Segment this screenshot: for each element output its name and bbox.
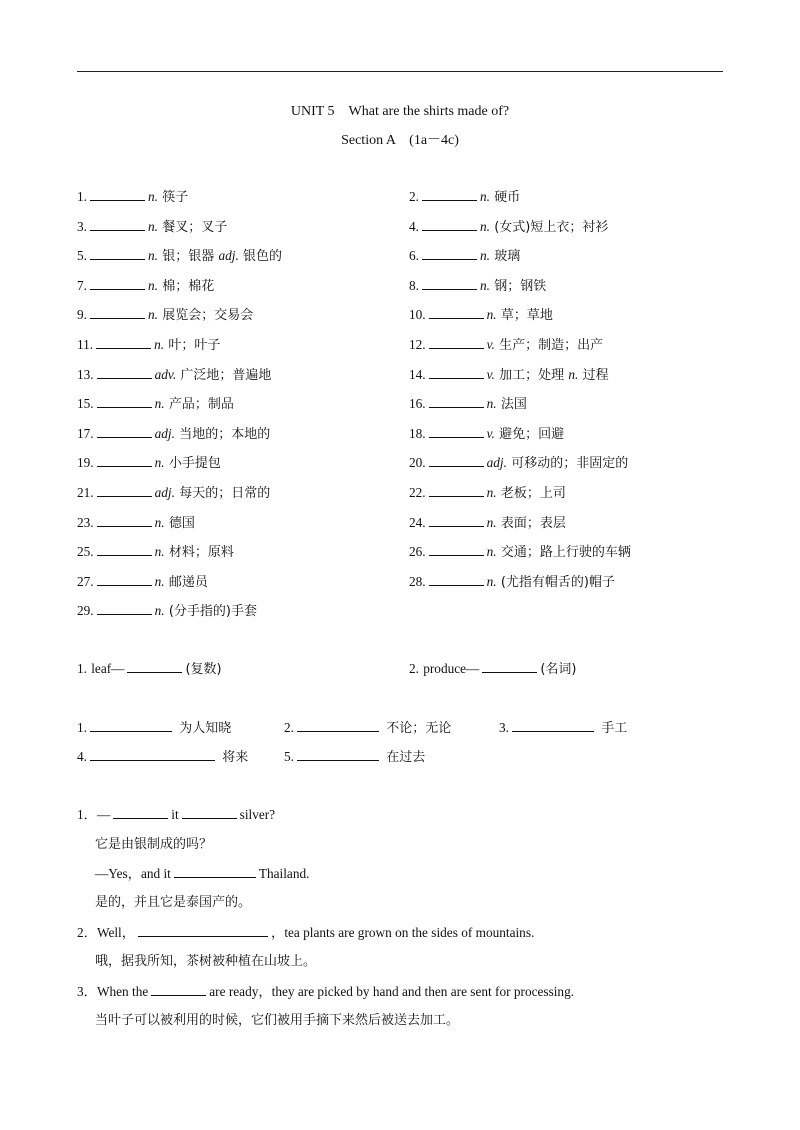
answer-blank[interactable] — [97, 484, 152, 497]
vocab-item — [77, 573, 208, 592]
item-number: 11. — [77, 337, 94, 352]
item-number: 2. — [409, 189, 419, 204]
part-of-speech: adj. — [218, 248, 239, 264]
answer-blank[interactable] — [422, 277, 477, 290]
meaning: 餐叉；叉子 — [162, 219, 228, 235]
vocab-item — [409, 454, 628, 473]
meaning: 当地的；本地的 — [179, 426, 271, 442]
item-number: 5. — [77, 248, 87, 264]
item-number: 28. — [409, 573, 426, 589]
meaning: (尤指有帽舌的)帽子 — [500, 574, 615, 590]
part-of-speech: n. — [568, 366, 579, 382]
sentence-1: 1．— it silver? — [77, 807, 276, 822]
part-of-speech: n. — [486, 485, 497, 500]
answer-blank[interactable] — [97, 573, 152, 586]
meaning: 法国 — [500, 397, 527, 413]
meaning: 在过去 — [386, 750, 426, 765]
part-of-speech: n. — [147, 189, 158, 204]
item-number: 10. — [409, 307, 426, 323]
vocab-item — [409, 543, 631, 562]
item-number: 23. — [77, 514, 94, 530]
vocab-item — [77, 395, 234, 414]
part-of-speech: n. — [486, 307, 497, 323]
part-of-speech: n. — [154, 337, 165, 352]
item-number: 6. — [409, 248, 419, 264]
answer-blank[interactable] — [482, 660, 537, 673]
meaning: 表面；表层 — [500, 515, 566, 531]
vocab-item — [409, 573, 615, 592]
phrase-item — [77, 719, 231, 738]
item-number: 27. — [77, 573, 94, 589]
sentence-2: 2．Well， ，tea plants are grown on the sides of mountains. — [77, 925, 535, 940]
section-title: Section A (1a－4c) — [341, 133, 459, 148]
vocab-item — [409, 306, 553, 325]
answer-blank[interactable] — [97, 366, 152, 379]
part-of-speech: n. — [147, 277, 158, 293]
item-number: 7. — [77, 277, 87, 293]
meaning: 产品；制品 — [168, 397, 234, 413]
part-of-speech: n. — [154, 514, 165, 530]
item-number: 2. — [409, 661, 419, 676]
blank[interactable] — [113, 806, 168, 819]
answer-blank[interactable] — [512, 719, 594, 732]
answer-blank[interactable] — [422, 218, 477, 231]
form-hint: (名词) — [540, 662, 577, 677]
sentence-1-cn: 它是由银制成的吗？ — [95, 837, 213, 852]
part-of-speech: n. — [154, 396, 165, 412]
meaning: 叶；叶子 — [168, 338, 221, 353]
vocab-item — [77, 277, 214, 296]
answer-blank[interactable] — [429, 425, 484, 438]
part-of-speech: n. — [479, 189, 490, 204]
meaning: 材料；原料 — [168, 545, 234, 561]
vocab-item — [409, 277, 546, 296]
answer-blank[interactable] — [429, 336, 484, 349]
meaning: 加工；处理 — [499, 367, 565, 383]
item-number: 8. — [409, 277, 419, 293]
part-of-speech: n. — [479, 218, 490, 234]
item-number: 1. — [77, 661, 87, 676]
answer-blank[interactable] — [422, 247, 477, 260]
meaning: 不论；无论 — [386, 721, 452, 736]
answer-blank[interactable] — [429, 366, 484, 379]
meaning: 交通；路上行驶的车辆 — [500, 545, 631, 561]
meaning: 小手提包 — [168, 456, 221, 472]
item-number: 22. — [409, 485, 426, 500]
blank[interactable] — [182, 806, 237, 819]
answer-blank[interactable] — [429, 543, 484, 556]
item-number: 13. — [77, 366, 94, 382]
meaning: 银色的 — [243, 249, 283, 265]
vocab-item — [77, 602, 257, 621]
answer-blank[interactable] — [97, 425, 152, 438]
vocab-item — [409, 188, 520, 207]
vocab-item — [77, 425, 270, 444]
answer-blank[interactable] — [422, 188, 477, 201]
answer-blank[interactable] — [429, 454, 484, 467]
answer-blank[interactable] — [429, 484, 484, 497]
meaning: (女式)短上衣；衬衫 — [494, 219, 609, 235]
meaning: 邮递员 — [168, 574, 208, 590]
blank[interactable] — [151, 983, 206, 996]
item-number: 1. — [77, 720, 87, 735]
meaning: 展览会；交易会 — [162, 308, 254, 324]
item-number: 24. — [409, 514, 426, 530]
answer-blank[interactable] — [97, 602, 152, 615]
vocab-item — [77, 306, 253, 325]
part-of-speech: n. — [147, 218, 158, 234]
item-number: 29. — [77, 603, 94, 619]
meaning: 德国 — [168, 515, 195, 531]
meaning: 老板；上司 — [500, 486, 566, 501]
vocab-item — [77, 543, 234, 562]
base-word: leaf— — [91, 661, 125, 676]
part-of-speech: adj. — [154, 485, 175, 500]
answer-blank[interactable] — [127, 660, 182, 673]
part-of-speech: n. — [486, 544, 497, 560]
part-of-speech: n. — [154, 573, 165, 589]
answer-blank[interactable] — [90, 277, 145, 290]
vocab-item — [77, 188, 188, 207]
meaning: 玻璃 — [494, 249, 521, 265]
part-of-speech: v. — [486, 366, 495, 382]
answer-blank[interactable] — [90, 247, 145, 260]
answer-blank[interactable] — [429, 514, 484, 527]
meaning: 为人知晓 — [179, 721, 232, 736]
item-number: 5. — [284, 749, 294, 764]
part-of-speech: n. — [154, 544, 165, 560]
vocab-item — [77, 484, 270, 503]
vocab-item — [77, 218, 227, 237]
meaning: (分手指的)手套 — [168, 604, 257, 620]
sentence-1-answer-cn: 是的，并且它是泰国产的。 — [95, 895, 252, 910]
vocab-item — [409, 218, 608, 237]
part-of-speech: n. — [486, 573, 497, 589]
answer-blank[interactable] — [90, 188, 145, 201]
vocab-item — [409, 514, 566, 533]
answer-blank[interactable] — [97, 543, 152, 556]
item-number: 9. — [77, 307, 87, 323]
meaning: 每天的；日常的 — [179, 486, 271, 501]
part-of-speech: v. — [486, 425, 495, 441]
answer-blank[interactable] — [97, 395, 152, 408]
vocab-item — [77, 336, 220, 355]
part-of-speech: v. — [486, 337, 495, 352]
meaning: 手工 — [601, 721, 628, 736]
unit-title: UNIT 5 What are the shirts made of? — [290, 104, 510, 119]
answer-blank[interactable] — [429, 395, 484, 408]
item-number: 14. — [409, 366, 426, 382]
vocab-item — [77, 514, 195, 533]
answer-blank[interactable] — [297, 719, 379, 732]
part-of-speech: adv. — [154, 366, 177, 382]
part-of-speech: n. — [486, 396, 497, 412]
vocab-item — [77, 454, 221, 473]
meaning: 棉；棉花 — [162, 278, 215, 294]
item-number: 3. — [77, 218, 87, 234]
answer-blank[interactable] — [90, 719, 172, 732]
word-form-item — [77, 660, 222, 679]
item-number: 19. — [77, 455, 94, 471]
part-of-speech: adj. — [154, 425, 175, 441]
part-of-speech: n. — [154, 455, 165, 471]
meaning: 生产；制造；出产 — [499, 338, 604, 353]
answer-blank[interactable] — [90, 306, 145, 319]
item-number: 20. — [409, 455, 426, 471]
answer-blank[interactable] — [97, 454, 152, 467]
sentence-1-answer: —Yes，and it Thailand. — [95, 866, 310, 881]
meaning: 过程 — [582, 367, 609, 383]
part-of-speech: n. — [479, 248, 490, 264]
form-hint: (复数) — [185, 662, 222, 677]
vocab-item — [409, 395, 527, 414]
base-word: produce— — [423, 661, 480, 676]
item-number: 3. — [499, 720, 509, 735]
vocab-item — [409, 425, 564, 444]
vocab-item — [77, 366, 271, 385]
vocab-item — [409, 366, 609, 385]
part-of-speech: n. — [479, 277, 490, 293]
answer-blank[interactable] — [297, 748, 379, 761]
item-number: 2. — [284, 720, 294, 735]
meaning: 硬币 — [494, 190, 521, 205]
vocab-item — [409, 247, 520, 266]
vocab-item — [409, 484, 566, 503]
answer-blank[interactable] — [90, 218, 145, 231]
sentence-3: 3．When the are ready，they are picked by hand and then are sent for processing. — [77, 984, 575, 999]
phrase-item — [284, 748, 425, 767]
phrase-item — [77, 748, 248, 767]
item-number: 25. — [77, 544, 94, 560]
answer-blank[interactable] — [429, 573, 484, 586]
part-of-speech: n. — [147, 248, 158, 264]
vocab-item — [409, 336, 603, 355]
answer-blank[interactable] — [96, 336, 151, 349]
meaning: 筷子 — [162, 190, 189, 205]
answer-blank[interactable] — [90, 748, 215, 761]
phrase-item — [284, 719, 451, 738]
blank[interactable] — [138, 924, 268, 937]
sentence-2-cn: 哦，据我所知，茶树被种植在山坡上。 — [95, 954, 317, 969]
meaning: 将来 — [222, 750, 249, 765]
item-number: 4. — [77, 749, 87, 764]
answer-blank[interactable] — [429, 306, 484, 319]
sentence-3-cn: 当叶子可以被利用的时候，它们被用手摘下来然后被送去加工。 — [95, 1013, 460, 1028]
item-number: 15. — [77, 396, 94, 412]
word-form-item — [409, 660, 577, 679]
meaning: 草；草地 — [500, 308, 553, 324]
part-of-speech: n. — [486, 514, 497, 530]
item-number: 21. — [77, 485, 94, 500]
meaning: 广泛地；普遍地 — [180, 367, 272, 383]
meaning: 避免；回避 — [499, 426, 565, 442]
meaning: 可移动的；非固定的 — [511, 456, 629, 472]
part-of-speech: adj. — [486, 455, 507, 471]
answer-blank[interactable] — [97, 514, 152, 527]
item-number: 17. — [77, 425, 94, 441]
blank[interactable] — [174, 865, 256, 878]
top-rule — [77, 71, 723, 72]
part-of-speech: n. — [154, 603, 165, 619]
phrase-item — [499, 719, 627, 738]
part-of-speech: n. — [147, 307, 158, 323]
item-number: 12. — [409, 337, 426, 352]
item-number: 1. — [77, 189, 87, 204]
item-number: 16. — [409, 396, 426, 412]
item-number: 4. — [409, 218, 419, 234]
vocab-item — [77, 247, 282, 266]
item-number: 26. — [409, 544, 426, 560]
meaning: 钢；钢铁 — [494, 278, 547, 294]
meaning: 银；银器 — [162, 249, 215, 265]
item-number: 18. — [409, 425, 426, 441]
